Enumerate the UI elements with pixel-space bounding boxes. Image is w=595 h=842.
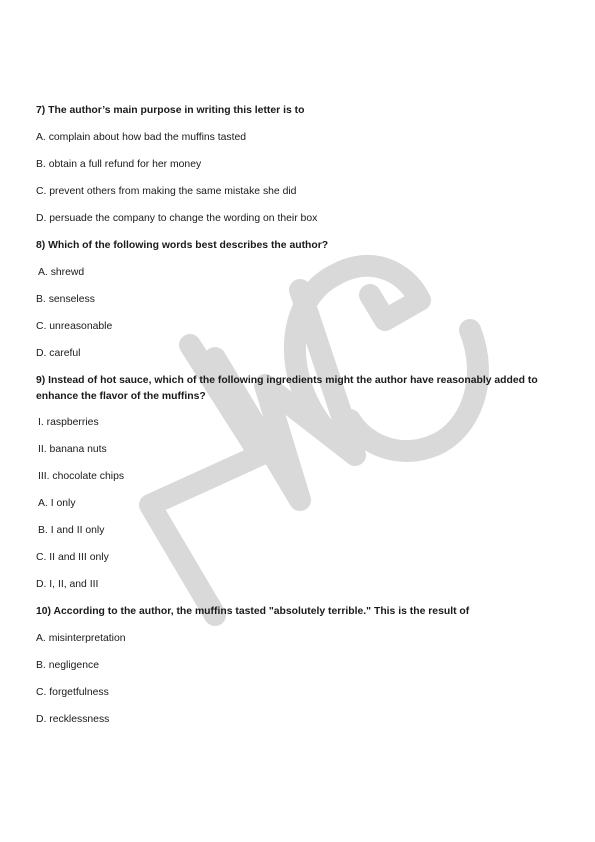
q8-option-a: A. shrewd	[38, 267, 85, 278]
q8-option-b: B. senseless	[36, 294, 95, 305]
question-10: 10) According to the author, the muffins tasted "absolutely terrible." This is the result of	[36, 606, 470, 617]
q10-option-c: C. forgetfulness	[36, 687, 109, 698]
q10-option-d: D. recklessness	[36, 714, 110, 725]
question-8: 8) Which of the following words best describes the author?	[36, 240, 329, 251]
q9-option-a: A. I only	[38, 498, 76, 509]
q9-option-c: C. II and III only	[36, 552, 109, 563]
q10-option-a: A. misinterpretation	[36, 633, 126, 644]
q9-option-b: B. I and II only	[38, 525, 105, 536]
q9-item-1: I. raspberries	[38, 417, 99, 428]
q9-item-2: II. banana nuts	[38, 444, 107, 455]
q8-option-d: D. careful	[36, 348, 81, 359]
q7-option-c: C. prevent others from making the same mistake she did	[36, 186, 297, 197]
q7-option-b: B. obtain a full refund for her money	[36, 159, 202, 170]
question-7: 7) The author’s main purpose in writing this letter is to	[36, 105, 305, 116]
question-9: 9) Instead of hot sauce, which of the following ingredients might the author have reasonably added to enhance the flavor of the muffins?	[36, 375, 538, 402]
q10-option-b: B. negligence	[36, 660, 99, 671]
question-list	[36, 103, 566, 739]
q7-option-a: A. complain about how bad the muffins tasted	[36, 132, 247, 143]
q9-item-3: III. chocolate chips	[38, 471, 125, 482]
q7-option-d: D. persuade the company to change the wording on their box	[36, 213, 318, 224]
q8-option-c: C. unreasonable	[36, 321, 113, 332]
q9-option-d: D. I, II, and III	[36, 579, 99, 590]
